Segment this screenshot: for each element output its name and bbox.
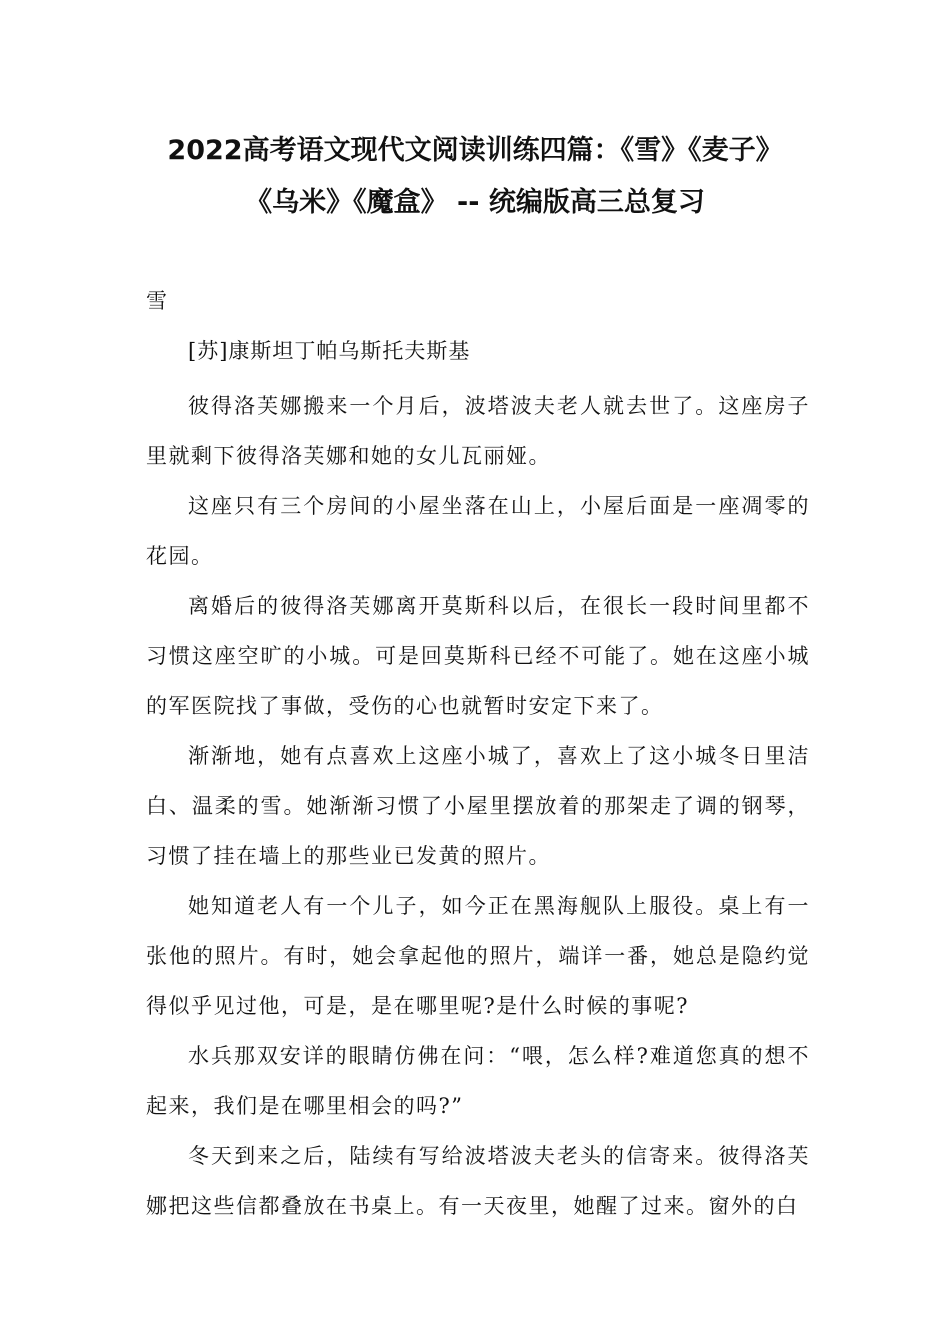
paragraph: 冬天到来之后，陆续有写给波塔波夫老头的信寄来。彼得洛芙娜把这些信都叠放在书桌上。有一天夜里，她醒了过来。窗外的白 [146, 1144, 810, 1218]
paragraph: 离婚后的彼得洛芙娜离开莫斯科以后，在很长一段时间里都不习惯这座空旷的小城。可是回莫斯科已经不可能了。她在这座小城的军医院找了事做，受伤的心也就暂时安定下来了。 [146, 594, 810, 718]
paragraph: 渐渐地，她有点喜欢上这座小城了，喜欢上了这小城冬日里洁白、温柔的雪。她渐渐习惯了小屋里摆放着的那架走了调的钢琴，习惯了挂在墙上的那些业已发黄的照片。 [146, 744, 810, 868]
section-heading: 雪 [146, 289, 167, 313]
paragraph: 她知道老人有一个儿子，如今正在黑海舰队上服役。桌上有一张他的照片。有时，她会拿起他的照片，端详一番，她总是隐约觉得似乎见过他，可是，是在哪里呢?是什么时候的事呢? [146, 894, 810, 1018]
document-title-line-2: 《乌米》《魔盒》 -- 统编版高三总复习 [245, 187, 705, 218]
body-paragraphs [146, 381, 810, 1231]
document-title-line-1: 2022高考语文现代文阅读训练四篇：《雪》《麦子》 [167, 135, 783, 166]
author-line: [苏]康斯坦丁帕乌斯托夫斯基 [188, 339, 471, 363]
paragraph: 水兵那双安详的眼睛仿佛在问：“喂，怎么样?难道您真的想不起来，我们是在哪里相会的吗?” [146, 1044, 810, 1118]
paragraph: 这座只有三个房间的小屋坐落在山上，小屋后面是一座凋零的花园。 [146, 494, 810, 568]
paragraph: 彼得洛芙娜搬来一个月后，波塔波夫老人就去世了。这座房子里就剩下彼得洛芙娜和她的女儿瓦丽娅。 [146, 394, 810, 468]
